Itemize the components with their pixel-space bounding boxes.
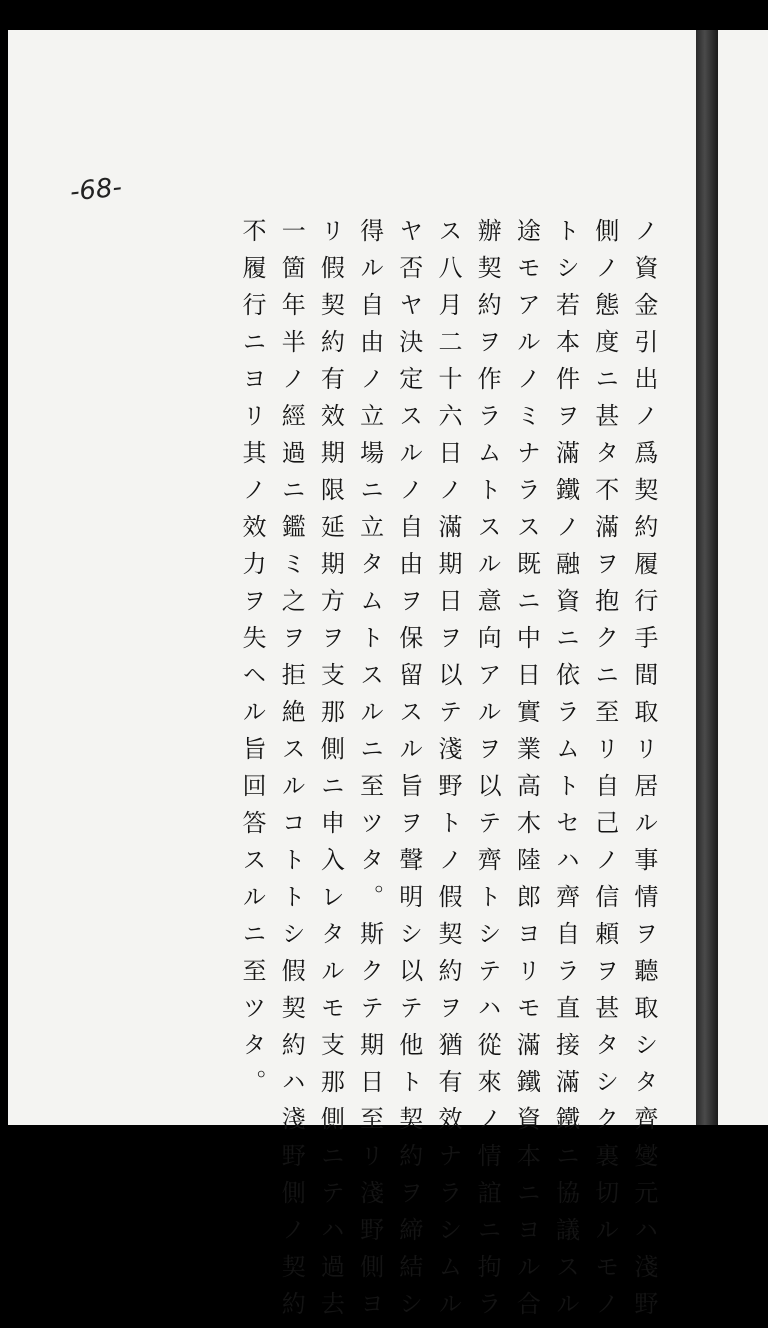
vertical-text-block: [236, 218, 658, 1328]
text-column: 側ノ態度ニ甚タ不滿ヲ抱クニ至リ自己ノ信頼ヲ甚タシク裏切ルモノ: [590, 218, 619, 1328]
text-column: リ假契約有效期限延期方ヲ支那側ニ申入レタルモ支那側ニテハ過去: [316, 218, 345, 1328]
book-gutter: [696, 30, 718, 1125]
page-number: -68-: [68, 172, 124, 208]
text-column: 不履行ニヨリ其ノ效力ヲ失ヘル旨回答スルニ至ツタ。: [238, 218, 266, 1106]
text-column: ヤ否ヤ決定スルノ自由ヲ保留スル旨ヲ聲明シ以テ他ト契約ヲ締結シ: [394, 218, 423, 1328]
text-column: トシ若本件ヲ滿鐵ノ融資ニ依ラムトセハ齊自ラ直接滿鐵ニ協議スル: [551, 218, 580, 1328]
text-column: 得ル自由ノ立場ニ立タムトスルニ至ツタ。斯クテ期日至リ淺野側ヨ: [355, 218, 384, 1328]
text-column: 途モアルノミナラス既ニ中日實業高木陸郎ヨリモ滿鐵資本ニヨル合: [512, 218, 541, 1328]
text-column: 辦契約ヲ作ラムトスル意向アルヲ以テ齊トシテハ從來ノ情誼ニ拘ラ: [473, 218, 502, 1328]
text-column: ス八月二十六日ノ滿期日ヲ以テ淺野トノ假契約ヲ猶有效ナラシムル: [433, 218, 462, 1328]
adjacent-page-edge: [718, 30, 768, 1125]
text-column: 一箇年半ノ經過ニ鑑ミ之ヲ拒絶スルコトトシ假契約ハ淺野側ノ契約: [277, 218, 306, 1328]
text-column: ノ資金引出ノ爲契約履行手間取リ居ル事情ヲ聽取シタ齊燮元ハ淺野: [629, 218, 658, 1328]
